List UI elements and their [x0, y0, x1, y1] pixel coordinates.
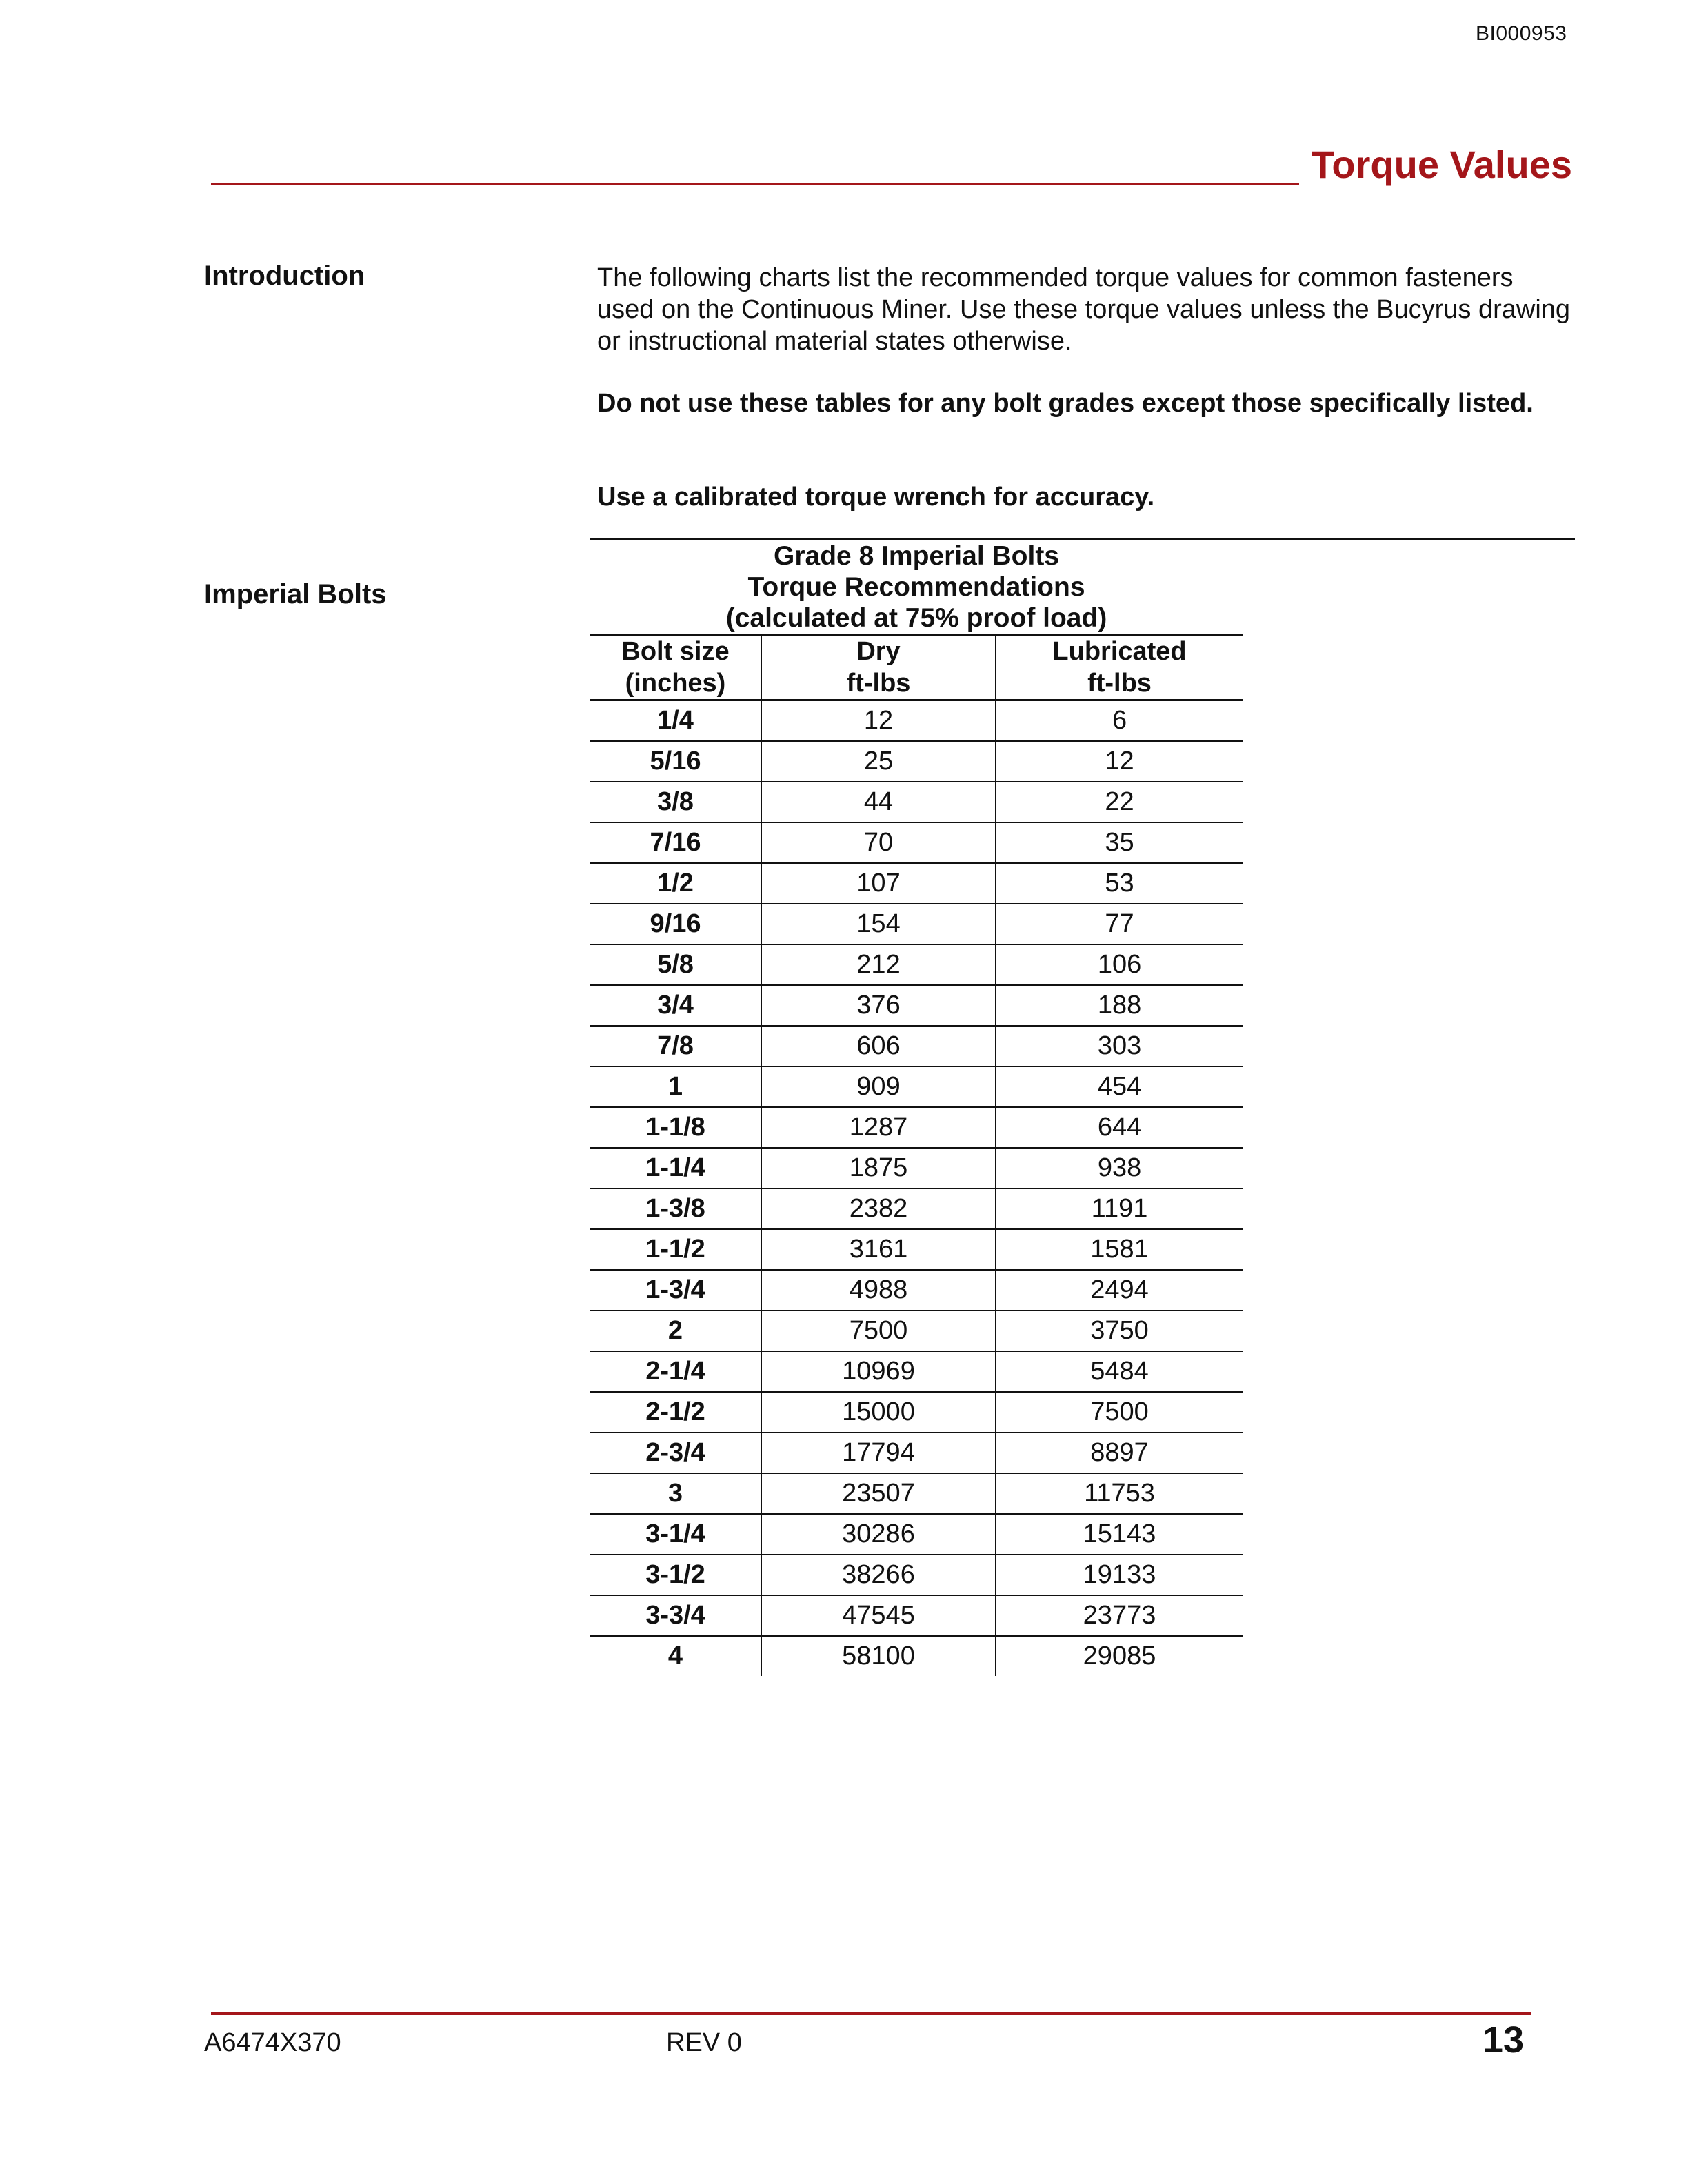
dry-torque-cell: 58100 [761, 1636, 996, 1676]
lubricated-torque-cell: 3750 [996, 1311, 1243, 1351]
lubricated-torque-cell: 1191 [996, 1189, 1243, 1229]
dry-torque-cell: 10969 [761, 1351, 996, 1392]
lubricated-torque-cell: 29085 [996, 1636, 1243, 1676]
bolt-size-cell: 3-3/4 [590, 1595, 761, 1636]
dry-torque-cell: 4988 [761, 1270, 996, 1311]
lubricated-torque-cell: 454 [996, 1066, 1243, 1107]
lubricated-torque-cell: 53 [996, 863, 1243, 904]
header-rule [211, 183, 1299, 185]
bolt-size-cell: 3-1/4 [590, 1514, 761, 1555]
table-row [590, 944, 1243, 985]
lubricated-torque-cell: 2494 [996, 1270, 1243, 1311]
dry-torque-cell: 2382 [761, 1189, 996, 1229]
lubricated-torque-cell: 23773 [996, 1595, 1243, 1636]
bolt-size-cell: 3 [590, 1473, 761, 1514]
lubricated-torque-cell: 15143 [996, 1514, 1243, 1555]
dry-torque-cell: 23507 [761, 1473, 996, 1514]
table-row [590, 1392, 1243, 1433]
lubricated-torque-cell: 188 [996, 985, 1243, 1026]
bolt-size-cell: 2-1/4 [590, 1351, 761, 1392]
document-id: BI000953 [1476, 22, 1567, 45]
table-row [590, 1066, 1243, 1107]
dry-torque-cell: 25 [761, 741, 996, 782]
dry-torque-cell: 909 [761, 1066, 996, 1107]
table-caption-line: Grade 8 Imperial Bolts [774, 541, 1059, 571]
bolt-size-cell: 1-1/8 [590, 1107, 761, 1148]
bolt-size-cell: 5/16 [590, 741, 761, 782]
dry-torque-cell: 1287 [761, 1107, 996, 1148]
dry-torque-cell: 376 [761, 985, 996, 1026]
dry-torque-cell: 606 [761, 1026, 996, 1066]
footer-rule [211, 2012, 1531, 2015]
dry-torque-cell: 212 [761, 944, 996, 985]
table-caption-line: (calculated at 75% proof load) [725, 603, 1107, 633]
dry-torque-cell: 12 [761, 700, 996, 742]
bolt-size-cell: 1-3/4 [590, 1270, 761, 1311]
table-row [590, 1555, 1243, 1595]
column-header-bolt-size: Bolt size (inches) [590, 635, 761, 700]
table-row [590, 1311, 1243, 1351]
table-row [590, 700, 1243, 742]
table-row [590, 1636, 1243, 1676]
bolt-size-cell: 2-1/2 [590, 1392, 761, 1433]
bolt-size-cell: 9/16 [590, 904, 761, 944]
bolt-size-cell: 1/4 [590, 700, 761, 742]
bolt-size-cell: 1-3/8 [590, 1189, 761, 1229]
bolt-size-cell: 7/8 [590, 1026, 761, 1066]
table-caption-line: Torque Recommendations [747, 572, 1085, 602]
torque-table-body [590, 700, 1243, 1677]
lubricated-torque-cell: 7500 [996, 1392, 1243, 1433]
torque-wrench-note: Use a calibrated torque wrench for accuracy. [597, 483, 1155, 512]
bolt-size-cell: 2-3/4 [590, 1433, 761, 1473]
bolt-size-cell: 3-1/2 [590, 1555, 761, 1595]
bolt-size-cell: 3/4 [590, 985, 761, 1026]
table-row [590, 904, 1243, 944]
page-title: Torque Values [1311, 143, 1572, 186]
lubricated-torque-cell: 19133 [996, 1555, 1243, 1595]
page-number: 13 [1482, 2019, 1524, 2061]
table-row [590, 1514, 1243, 1555]
dry-torque-cell: 17794 [761, 1433, 996, 1473]
table-row [590, 1026, 1243, 1066]
dry-torque-cell: 47545 [761, 1595, 996, 1636]
table-row [590, 1148, 1243, 1189]
column-header-lubricated: Lubricated ft-lbs [996, 635, 1243, 700]
bolt-size-cell: 3/8 [590, 782, 761, 822]
table-row [590, 782, 1243, 822]
imperial-bolts-heading: Imperial Bolts [204, 579, 387, 609]
dry-torque-cell: 15000 [761, 1392, 996, 1433]
bolt-size-cell: 1 [590, 1066, 761, 1107]
table-row [590, 863, 1243, 904]
dry-torque-cell: 154 [761, 904, 996, 944]
dry-torque-cell: 107 [761, 863, 996, 904]
lubricated-torque-cell: 6 [996, 700, 1243, 742]
introduction-heading: Introduction [204, 261, 365, 291]
lubricated-torque-cell: 22 [996, 782, 1243, 822]
bolt-size-cell: 7/16 [590, 822, 761, 863]
lubricated-torque-cell: 106 [996, 944, 1243, 985]
bolt-size-cell: 1/2 [590, 863, 761, 904]
bolt-grade-warning: Do not use these tables for any bolt grades except those specifically listed. [597, 389, 1534, 418]
dry-torque-cell: 38266 [761, 1555, 996, 1595]
dry-torque-cell: 70 [761, 822, 996, 863]
torque-table [590, 540, 1243, 1676]
lubricated-torque-cell: 1581 [996, 1229, 1243, 1270]
dry-torque-cell: 1875 [761, 1148, 996, 1189]
lubricated-torque-cell: 12 [996, 741, 1243, 782]
lubricated-torque-cell: 303 [996, 1026, 1243, 1066]
bolt-size-cell: 1-1/4 [590, 1148, 761, 1189]
dry-torque-cell: 44 [761, 782, 996, 822]
table-row [590, 1595, 1243, 1636]
lubricated-torque-cell: 644 [996, 1107, 1243, 1148]
table-row [590, 741, 1243, 782]
table-row [590, 1433, 1243, 1473]
dry-torque-cell: 7500 [761, 1311, 996, 1351]
column-header-dry: Dry ft-lbs [761, 635, 996, 700]
lubricated-torque-cell: 5484 [996, 1351, 1243, 1392]
table-row [590, 1270, 1243, 1311]
table-row [590, 1351, 1243, 1392]
introduction-paragraph: The following charts list the recommended torque values for common fasteners used on the Continuous Miner. Use these torque values unless the Bucyrus drawing or instructional material states otherwise. [597, 263, 1571, 356]
table-row [590, 985, 1243, 1026]
footer-document-number: A6474X370 [204, 2028, 341, 2057]
dry-torque-cell: 30286 [761, 1514, 996, 1555]
bolt-size-cell: 4 [667, 1641, 683, 1670]
lubricated-torque-cell: 35 [996, 822, 1243, 863]
lubricated-torque-cell: 8897 [996, 1433, 1243, 1473]
table-row [590, 1107, 1243, 1148]
section-rule [590, 538, 1575, 540]
table-row [590, 1189, 1243, 1229]
lubricated-torque-cell: 11753 [996, 1473, 1243, 1514]
lubricated-torque-cell: 938 [996, 1148, 1243, 1189]
table-row [590, 1473, 1243, 1514]
table-row [590, 822, 1243, 863]
table-row [590, 1229, 1243, 1270]
lubricated-torque-cell: 77 [996, 904, 1243, 944]
footer-revision: REV 0 [666, 2028, 742, 2057]
bolt-size-cell: 2 [590, 1311, 761, 1351]
bolt-size-cell: 1-1/2 [590, 1229, 761, 1270]
dry-torque-cell: 3161 [761, 1229, 996, 1270]
bolt-size-cell: 5/8 [590, 944, 761, 985]
